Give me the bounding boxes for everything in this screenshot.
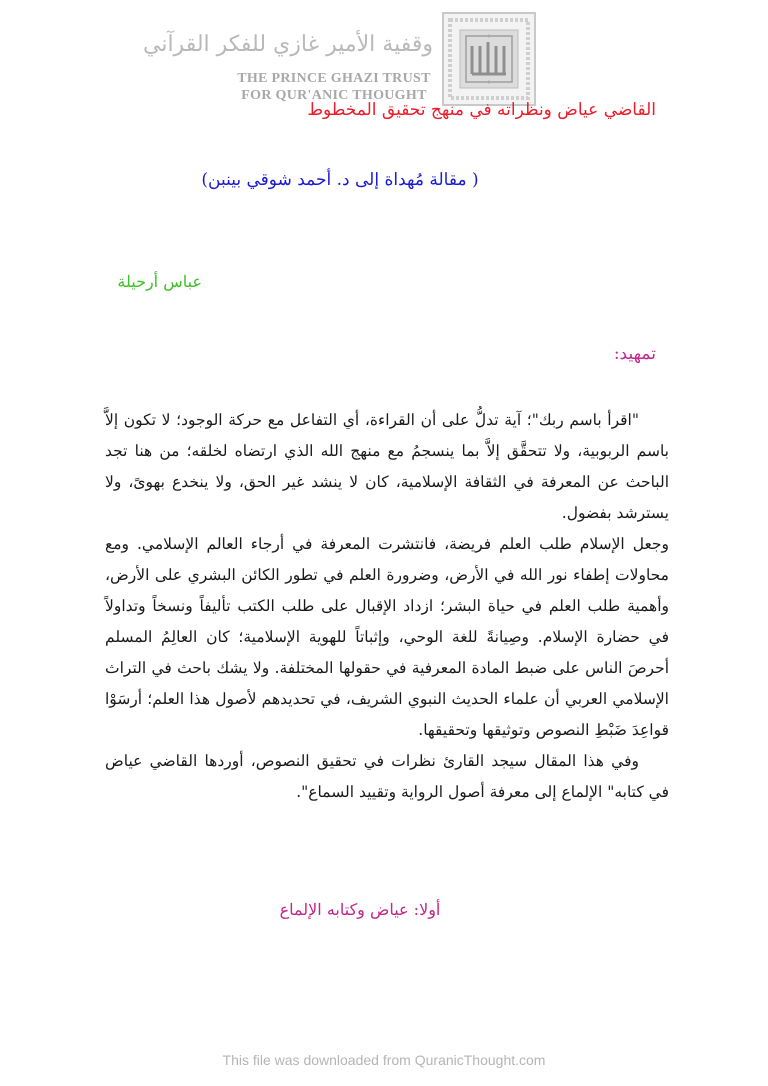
logo-english-line1: THE PRINCE GHAZI TRUST <box>237 71 431 86</box>
paragraph-3: وفي هذا المقال سيجد القارئ نظرات في تحقيق النصوص، أوردها القاضي عياض في كتابه" الإلماع إلى معرفة أصول الرواية وتقييد السماع". <box>105 752 669 801</box>
section-heading-first: أولا: عياض وكتابه الإلماع <box>279 900 441 919</box>
trust-logo <box>142 10 540 106</box>
trust-emblem-icon <box>442 12 536 106</box>
logo-english-line2: FOR QUR'ANIC THOUGHT <box>241 88 427 103</box>
author-name: عباس أرحيلة <box>117 272 202 291</box>
article-subtitle: ( مقالة مُهداة إلى د. أحمد شوقي بينبن) <box>201 170 479 190</box>
article-title: القاضي عياض ونظراته في منهج تحقيق المخطوط <box>307 100 656 120</box>
logo-arabic-calligraphy: وقفية الأمير غازي للفكر القرآني <box>142 32 433 57</box>
download-footer: This file was downloaded from QuranicThought.com <box>222 1052 546 1068</box>
paragraph-1: "اقرأ باسم ربك"؛ آية تدلُّ على أن القراءة، أي التفاعل مع حركة الوجود؛ لا تكون إلاَّ باسم الربوبية، ولا تتحقَّق إلاَّ بما ينسجمُ مع منهج الله الذي ارتضاه لخلقه؛ من هنا تجد الباحث عن المعرفة في الثقافة الإسلامية، كان لا ينشد غير الحق، ولا ينخدع بهوىً، ولا يسترشد بفضول. <box>105 411 669 522</box>
paragraph-2: وجعل الإسلام طلب العلم فريضة، فانتشرت المعرفة في أرجاء العالم الإسلامي. ومع محاولات إطفاء نور الله في الأرض، وضرورة العلم في تطور الكائن البشري على الأرض، وأهمية طلب العلم في حياة البشر؛ ازداد الإقبال على طلب الكتب تأليفاً ونسخاً وتداولاً في حضارة الإسلام. وصِيانةً للغة الوحي، وإثباتاً للهوية الإسلامية؛ كان العالِمُ المسلم أحرصَ الناس على ضبط المادة المعرفية في حقولها المختلفة. ولا يشك باحث في التراث الإسلامي العربي أن علماء الحديث النبوي الشريف، في تحديدهم لأصول هذا العلم؛ أرسَوْا قواعِدَ ضَبْطِ النصوص وتوثيقها وتحقيقها. <box>105 535 669 739</box>
intro-heading: تمهيد: <box>613 344 656 364</box>
article-body <box>105 405 669 808</box>
